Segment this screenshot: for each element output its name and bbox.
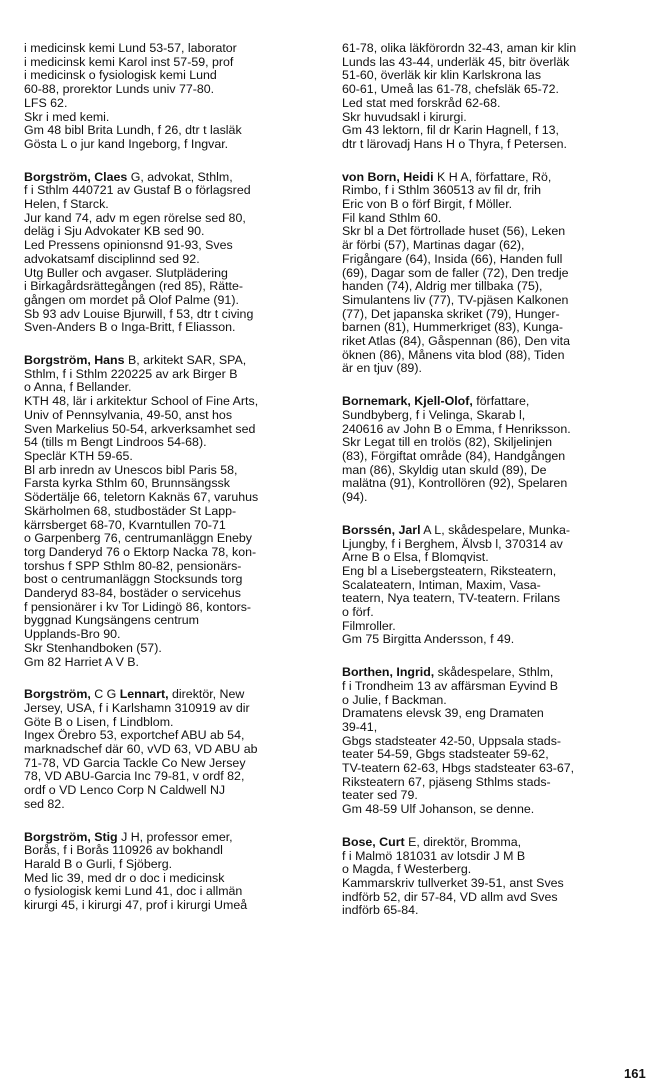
entry-line: Rimbo, f i Sthlm 360513 av fil dr, frih bbox=[342, 183, 542, 198]
entry-line: f i Sthlm 440721 av Gustaf B o förlagsred bbox=[24, 183, 251, 198]
entry-line: o Magda, f Westerberg. bbox=[342, 862, 472, 877]
entry-line: öknen (86), Månens vita blod (88), Tiden bbox=[342, 347, 565, 362]
entry-line: är förbi (57), Martinas dagar (62), bbox=[342, 238, 525, 253]
entry-continuation bbox=[24, 42, 316, 152]
entry-line: f pensionärer i kv Tor Lidingö 86, kontors- bbox=[24, 599, 252, 614]
entry-name: von Born, Heidi bbox=[342, 169, 434, 184]
entry-heading-line bbox=[24, 831, 316, 845]
entry-line: 51-60, överläk kir klin Karlskrona las bbox=[342, 68, 542, 83]
entry-line: (94). bbox=[342, 490, 368, 505]
entry-line: Helen, f Starck. bbox=[24, 197, 109, 212]
entry-line: o Garpenberg 76, centrumanläggn Eneby bbox=[24, 531, 253, 546]
entry-line: Gm 75 Birgitta Andersson, f 49. bbox=[342, 632, 515, 647]
entry bbox=[24, 354, 316, 669]
entry-line: Ingex Örebro 53, exportchef ABU ab 54, bbox=[24, 728, 245, 743]
entry-line: Sthlm, f i Sthlm 220225 av ark Birger B bbox=[24, 366, 238, 381]
entry-heading-line bbox=[342, 395, 634, 409]
entry-line: Göte B o Lisen, f Lindblom. bbox=[24, 714, 174, 729]
entry-heading-rest: skådespelare, Sthlm, bbox=[434, 665, 554, 680]
entry-heading-rest: B, arkitekt SAR, SPA, bbox=[124, 353, 247, 368]
entry-line: f i Malmö 181031 av lotsdir J M B bbox=[342, 848, 526, 863]
left-column bbox=[24, 42, 316, 932]
entry bbox=[24, 688, 316, 811]
entry-line: Sven-Anders B o Inga-Britt, f Eliasson. bbox=[24, 320, 236, 335]
entry-line: byggnad Kungsängens centrum bbox=[24, 613, 199, 628]
entry-line: Eng bl a Lisebergsteatern, Riksteatern, bbox=[342, 563, 557, 578]
entry-line: Sundbyberg, f i Velinga, Skarab l, bbox=[342, 407, 526, 422]
entry-line: (83), Förgiftat område (84), Handgången bbox=[342, 448, 566, 463]
entry-line: Jersey, USA, f i Karlshamn 310919 av dir bbox=[24, 700, 250, 715]
entry-line: Led stat med forskråd 62-68. bbox=[342, 95, 501, 110]
page-number: 161 bbox=[624, 1066, 646, 1081]
entry-line: indförb 52, dir 57-84, VD allm avd Sves bbox=[342, 889, 558, 904]
entry-heading-line bbox=[24, 171, 316, 185]
entry-line: o Anna, f Bellander. bbox=[24, 380, 132, 395]
entry-line: i medicinsk kemi Lund 53-57, laborator bbox=[24, 41, 237, 55]
entry bbox=[24, 831, 316, 913]
right-column bbox=[342, 42, 634, 937]
entry-name: Borgström, bbox=[24, 687, 91, 702]
entry bbox=[342, 171, 634, 377]
entry-heading-rest: K H A, författare, Rö, bbox=[433, 169, 552, 184]
entry-line: i medicinsk kemi Karol inst 57-59, prof bbox=[24, 54, 234, 69]
entry-line: teater sed 79. bbox=[342, 788, 418, 803]
entry-line: Ljungby, f i Berghem, Älvsb l, 370314 av bbox=[342, 536, 563, 551]
entry-line: Med lic 39, med dr o doc i medicinsk bbox=[24, 870, 225, 885]
entry-line: Scalateatern, Intiman, Maxim, Vasa- bbox=[342, 577, 541, 592]
entry-line: Farsta kyrka Sthlm 60, Brunnsängssk bbox=[24, 476, 230, 491]
entry-line: Filmroller. bbox=[342, 618, 396, 633]
entry-line: Harald B o Gurli, f Sjöberg. bbox=[24, 856, 173, 871]
entry-heading-line bbox=[342, 171, 634, 185]
entry-line: Skärholmen 68, studbostäder St Lapp- bbox=[24, 503, 237, 518]
entry-line: i Birkagårdsrättegången (red 85), Rätte- bbox=[24, 279, 244, 294]
entry-line: Gm 48-59 Ulf Johanson, se denne. bbox=[342, 802, 535, 817]
entry bbox=[24, 171, 316, 335]
entry-line: sed 82. bbox=[24, 796, 65, 811]
entry-name: Borgström, Stig bbox=[24, 829, 118, 844]
entry-line: 240616 av John B o Emma, f Henriksson. bbox=[342, 421, 571, 436]
entry-line: Skr bl a Det förtrollade huset (56), Leken bbox=[342, 224, 566, 239]
entry-line: Simulantens liv (77), TV-pjäsen Kalkonen bbox=[342, 292, 569, 307]
entry-line: Gösta L o jur kand Ingeborg, f Ingvar. bbox=[24, 136, 229, 151]
entry-line: 71-78, VD Garcia Tackle Co New Jersey bbox=[24, 755, 246, 770]
entry-line: handen (74), Aldrig mer tillbaka (75), bbox=[342, 279, 543, 294]
entry-line: Gm 43 lektorn, fil dr Karin Hagnell, f 13, bbox=[342, 123, 559, 138]
entry-heading-line bbox=[342, 836, 634, 850]
entry-line: f i Trondheim 13 av affärsman Eyvind B bbox=[342, 678, 559, 693]
entry-line: 78, VD ABU-Garcia Inc 79-81, v ordf 82, bbox=[24, 769, 245, 784]
entry-line: teatern, Nya teatern, TV-teatern. Frilans bbox=[342, 591, 561, 606]
entry-line: deläg i Sju Advokater KB sed 90. bbox=[24, 224, 205, 239]
entry-initials: C G bbox=[90, 687, 120, 702]
entry-line: Danderyd 83-84, bostäder o servicehus bbox=[24, 586, 241, 601]
entry-name-second: Lennart, bbox=[119, 687, 169, 702]
entry-line: Riksteatern 67, pjäseng Sthlms stads- bbox=[342, 774, 551, 789]
entry-line: Gbgs stadsteater 42-50, Uppsala stads- bbox=[342, 733, 562, 748]
entry-line: 39-41, bbox=[342, 719, 378, 734]
entry-name: Bornemark, Kjell-Olof, bbox=[342, 394, 473, 409]
entry-line: advokatsamf disciplinnd sed 92. bbox=[24, 251, 200, 266]
entry-line: ordf o VD Lenco Corp N Caldwell NJ bbox=[24, 783, 226, 798]
entry-name: Borgström, Claes bbox=[24, 169, 128, 184]
entry-continuation bbox=[342, 42, 634, 152]
entry-line: (69), Dagar som de faller (72), Den tredje bbox=[342, 265, 569, 280]
entry-line: Södertälje 66, teletorn Kaknäs 67, varuhus bbox=[24, 490, 259, 505]
entry-line: Speclär KTH 59-65. bbox=[24, 448, 133, 463]
entry-line: teater 54-59, Gbgs stadsteater 59-62, bbox=[342, 747, 549, 762]
entry-line: Skr Stenhandboken (57). bbox=[24, 640, 162, 655]
entry-line: 54 (tills m Bengt Lindroos 54-68). bbox=[24, 435, 207, 450]
entry-line: i medicinsk o fysiologisk kemi Lund bbox=[24, 68, 217, 83]
entry-line: är en tjuv (89). bbox=[342, 361, 422, 376]
entry-line: Dramatens elevsk 39, eng Dramaten bbox=[342, 706, 544, 721]
entry bbox=[342, 836, 634, 918]
entry-line: Skr Legat till en trolös (82), Skiljelinjen bbox=[342, 435, 553, 450]
entry-line: Sven Markelius 50-54, arkverksamhet sed bbox=[24, 421, 256, 436]
entry-heading-rest: J H, professor emer, bbox=[117, 829, 233, 844]
entry-heading-rest: G, advokat, Sthlm, bbox=[127, 169, 233, 184]
entry-line: Gm 82 Harriet A V B. bbox=[24, 654, 139, 669]
entry-line: Lunds las 43-44, underläk 45, bitr överläk bbox=[342, 54, 570, 69]
entry-heading-line bbox=[342, 666, 634, 680]
entry-heading-rest: E, direktör, Bromma, bbox=[404, 834, 522, 849]
entry-line: Borås, f i Borås 110926 av bokhandl bbox=[24, 843, 223, 858]
entry-heading-rest: direktör, New bbox=[168, 687, 245, 702]
entry-line: Frigångare (64), Insida (66), Handen full bbox=[342, 251, 563, 266]
dictionary-page bbox=[18, 41, 658, 1081]
entry-line: torshus f SPP Sthlm 80-82, pensionärs- bbox=[24, 558, 242, 573]
entry-line: kirurgi 45, i kirurgi 47, prof i kirurgi Umeå bbox=[24, 898, 248, 913]
entry-line: kärrsberget 68-70, Kvarntullen 70-71 bbox=[24, 517, 226, 532]
entry-line: Jur kand 74, adv m egen rörelse sed 80, bbox=[24, 210, 246, 225]
entry-name: Borgström, Hans bbox=[24, 353, 125, 368]
entry-line: Led Pressens opinionsnd 91-93, Sves bbox=[24, 238, 233, 253]
entry-line: Sb 93 adv Louise Bjurwill, f 53, dtr t civing bbox=[24, 306, 254, 321]
entry-line: Skr huvudsakl i kirurgi. bbox=[342, 109, 467, 124]
entry-line: Bl arb inredn av Unescos bibl Paris 58, bbox=[24, 462, 238, 477]
entry-line: 61-78, olika läkförordn 32-43, aman kir klin bbox=[342, 41, 577, 55]
entry-line: barnen (81), Hummerkriget (83), Kunga- bbox=[342, 320, 564, 335]
entry-heading-line bbox=[24, 354, 316, 368]
entry-heading-rest: A L, skådespelare, Munka- bbox=[420, 522, 570, 537]
entry-heading-rest: författare, bbox=[472, 394, 530, 409]
entry-line: Arne B o Elsa, f Blomqvist. bbox=[342, 550, 489, 565]
entry-line: marknadschef där 60, vVD 63, VD ABU ab bbox=[24, 742, 258, 757]
entry-line: Kammarskriv tullverket 39-51, anst Sves bbox=[342, 875, 564, 890]
entry-line: Univ of Pennsylvania, 49-50, anst hos bbox=[24, 407, 233, 422]
entry-line: torg Danderyd 76 o Ektorp Nacka 78, kon- bbox=[24, 544, 257, 559]
entry-line: dtr t lärovadj Hans H o Thyra, f Petersen. bbox=[342, 136, 567, 151]
entry-line: o fysiologisk kemi Lund 41, doc i allmän bbox=[24, 884, 243, 899]
entry-line: (77), Det japanska skriket (79), Hunger- bbox=[342, 306, 560, 321]
entry-line: KTH 48, lär i arkitektur School of Fine Arts, bbox=[24, 394, 259, 409]
entry-line: gången om mordet på Olof Palme (91). bbox=[24, 292, 239, 307]
entry-line: 60-61, Umeå las 61-78, chefsläk 65-72. bbox=[342, 82, 559, 97]
entry-line: Eric von B o förf Birgit, f Möller. bbox=[342, 197, 513, 212]
entry-line: riket Atlas (84), Gåspennan (86), Den vita bbox=[342, 334, 570, 349]
entry-line: TV-teatern 62-63, Hbgs stadsteater 63-67, bbox=[342, 761, 575, 776]
entry-line: malätna (91), Kontrollören (92), Spelaren bbox=[342, 476, 568, 491]
entry bbox=[342, 666, 634, 817]
entry-line: o Julie, f Backman. bbox=[342, 692, 447, 707]
entry-line: LFS 62. bbox=[24, 95, 68, 110]
entry-line: 60-88, prorektor Lunds univ 77-80. bbox=[24, 82, 215, 97]
entry-heading-line bbox=[24, 688, 316, 702]
entry-line: o förf. bbox=[342, 605, 374, 620]
entry bbox=[342, 395, 634, 505]
entry-line: Skr i med kemi. bbox=[24, 109, 110, 124]
entry-line: Upplands-Bro 90. bbox=[24, 627, 121, 642]
entry-line: Utg Buller och avgaser. Slutplädering bbox=[24, 265, 228, 280]
entry-line: Gm 48 bibl Brita Lundh, f 26, dtr t lasläk bbox=[24, 123, 242, 138]
entry bbox=[342, 524, 634, 647]
entry-line: man (86), Skyldig utan skuld (89), De bbox=[342, 462, 547, 477]
entry-line: Fil kand Sthlm 60. bbox=[342, 210, 442, 225]
entry-heading-line bbox=[342, 524, 634, 538]
entry-name: Bose, Curt bbox=[342, 834, 405, 849]
entry-name: Borssén, Jarl bbox=[342, 522, 421, 537]
entry-line: bost o centrumanläggn Stocksunds torg bbox=[24, 572, 243, 587]
entry-name: Borthen, Ingrid, bbox=[342, 665, 435, 680]
entry-line: indförb 65-84. bbox=[342, 903, 419, 918]
